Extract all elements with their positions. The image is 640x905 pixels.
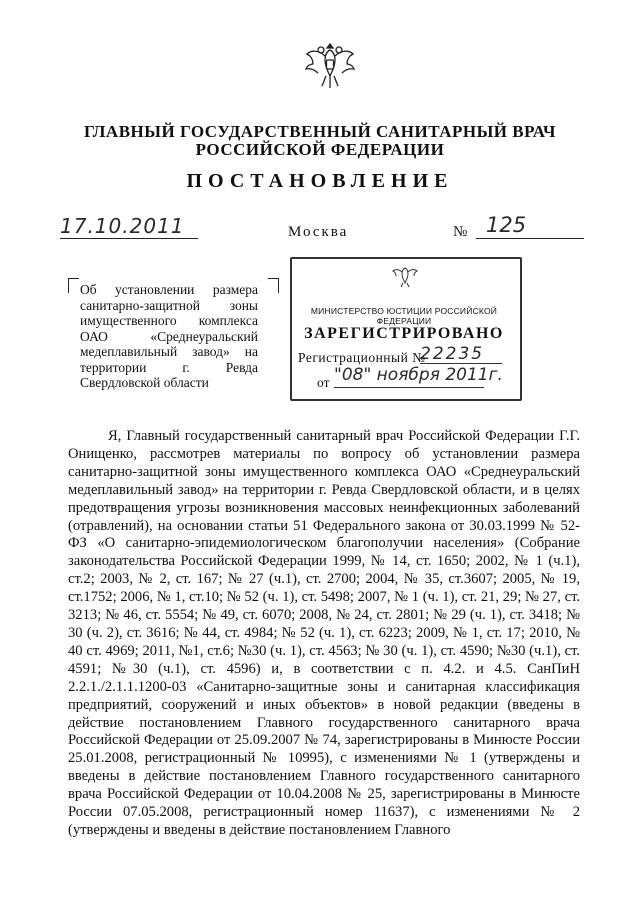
stamp-ministry: МИНИСТЕРСТВО ЮСТИЦИИ РОССИЙСКОЙ ФЕДЕРАЦИИ [310, 306, 498, 326]
number-underline [476, 238, 584, 239]
authority-title-line2: РОССИЙСКОЙ ФЕДЕРАЦИИ [195, 140, 445, 159]
subject-bracket-right [268, 278, 279, 293]
stamp-reg-label: Регистрационный № [298, 350, 426, 365]
authority-title-line1: ГЛАВНЫЙ ГОСУДАРСТВЕННЫЙ САНИТАРНЫЙ ВРАЧ [84, 122, 556, 141]
stamp-emblem-icon [392, 264, 418, 288]
handwritten-date: 17.10.2011 [60, 214, 185, 238]
number-label: № [453, 224, 468, 240]
stamp-reg-underline [420, 363, 502, 364]
body-paragraph: Я, Главный государственный санитарный врач Российской Федерации Г.Г. Онищенко, рассмотрев материалы по вопросу об установлении размера санитарно-защитной зоны имущественного комплекса ОАО «Среднеуральский медеплавильный завод» на территории г. Ревда Свердловской области, и в целях предотвращения угрозы возникновения массовых неинфекционных заболеваний (отравлений), на основании статьи 51 Федерального закона от 30.03.1999 № 52-ФЗ «О санитарно-эпидемиологическом благополучии населения» (Собрание законодательства Российской Федерации 1999, № 14, ст. 1650; 2002, № 1 (ч.1), ст.2; 2003, № 2, ст. 167; № 27 (ч.1), ст. 2700; 2004, № 35, ст.3607; 2005, № 19, ст.1752; 2006, № 1, ст.10; № 52 (ч. 1), ст. 5498; 2007, № 1 (ч. 1), ст. 21, 29; № 27, ст. 3213; № 46, ст. 5554; № 49, ст. 6070; 2008, № 24, ст. 2801; № 29 (ч. 1), ст. 3418; № 30 (ч. 2), ст. 3616; № 44, ст. 4984; № 52 (ч. 1), ст. 6223; 2009, № 1, ст. 17; 2010, № 40 ст. 4969; 2011, №1, ст.6; №30 (ч. 1), ст. 4563; № 30 (ч. 1), ст. 4590; №30 (ч.1), ст. 4591; №30 (ч.1), ст. 4596) и, в соответствии с п. 4.2. и 4.5. СанПиН 2.2.1./2.1.1.1200-03 «Санитарно-защитные зоны и санитарная классификация предприятий, сооружений и иных объектов» в новой редакции (введены в действие постановлением Главного государственного санитарного врача Российской Федерации от 25.09.2007 № 74, зарегистрированы в Минюсте России 25.01.2008, регистрационный № 10995), с изменениями № 1 (утверждены и введены в действие постановлением Главного государственного санитарного врача Российской Федерации от 10.04.2008 № 25, зарегистрированы в Минюсте России 07.05.2008, регистрационный номер 11637), с изменениями № 2 (утверждены и введены в действие постановлением Главного [68, 428, 580, 838]
stamp-reg-number: 22235 [420, 344, 485, 364]
stamp-status: ЗАРЕГИСТРИРОВАНО [304, 325, 504, 342]
state-emblem-icon [300, 36, 360, 96]
date-underline [60, 238, 198, 239]
stamp-date: "08" ноября 2011г. [334, 365, 503, 385]
handwritten-number: 125 [486, 213, 527, 237]
city-label: Москва [288, 224, 349, 240]
document-subject: Об установлении размера санитарно-защитной зоны имущественного комплекса ОАО «Среднеуральский медеплавильный завод» на территории г. Ревда Свердловской области [80, 282, 258, 390]
stamp-date-label: от [317, 375, 330, 390]
stamp-date-underline [334, 387, 484, 388]
document-body [68, 428, 580, 840]
subject-bracket-left [68, 278, 79, 293]
document-type-title: ПОСТАНОВЛЕНИЕ [186, 170, 454, 192]
